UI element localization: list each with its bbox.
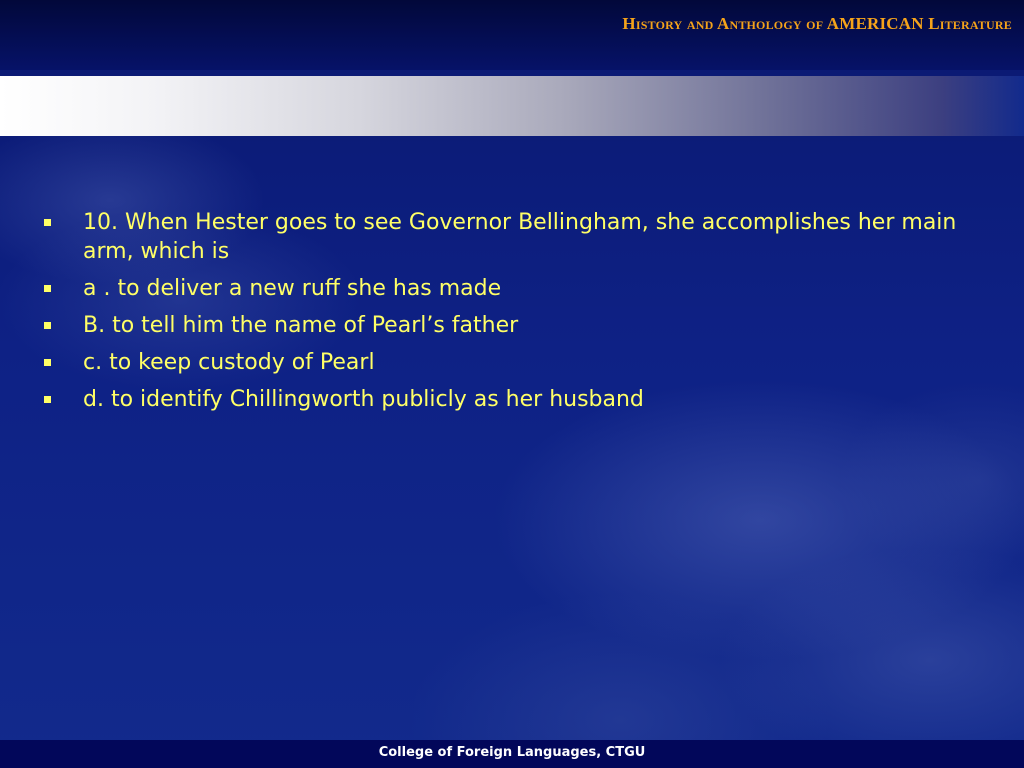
header-title: History and Anthology of AMERICAN Literature [622, 14, 1012, 33]
square-bullet-icon [44, 396, 51, 403]
bullet-text: B. to tell him the name of Pearl’s father [83, 313, 519, 338]
slide-content [44, 208, 994, 422]
option-a-item [44, 274, 994, 303]
bullet-text: d. to identify Chillingworth publicly as her husband [83, 387, 644, 412]
option-d-item [44, 385, 994, 414]
footer-text: College of Foreign Languages, CTGU [378, 745, 646, 760]
option-b-item [44, 311, 994, 340]
bullet-text: 10. When Hester goes to see Governor Bellingham, she accomplishes her main arm, which is [83, 210, 957, 264]
option-c-item [44, 348, 994, 377]
question-item [44, 208, 994, 266]
decorative-gradient-band [0, 76, 1024, 136]
bullet-list [44, 208, 994, 414]
square-bullet-icon [44, 285, 51, 292]
square-bullet-icon [44, 219, 51, 226]
header-bar [0, 0, 1024, 70]
bullet-text: a . to deliver a new ruff she has made [83, 276, 502, 301]
square-bullet-icon [44, 359, 51, 366]
bullet-text: c. to keep custody of Pearl [83, 350, 375, 375]
square-bullet-icon [44, 322, 51, 329]
